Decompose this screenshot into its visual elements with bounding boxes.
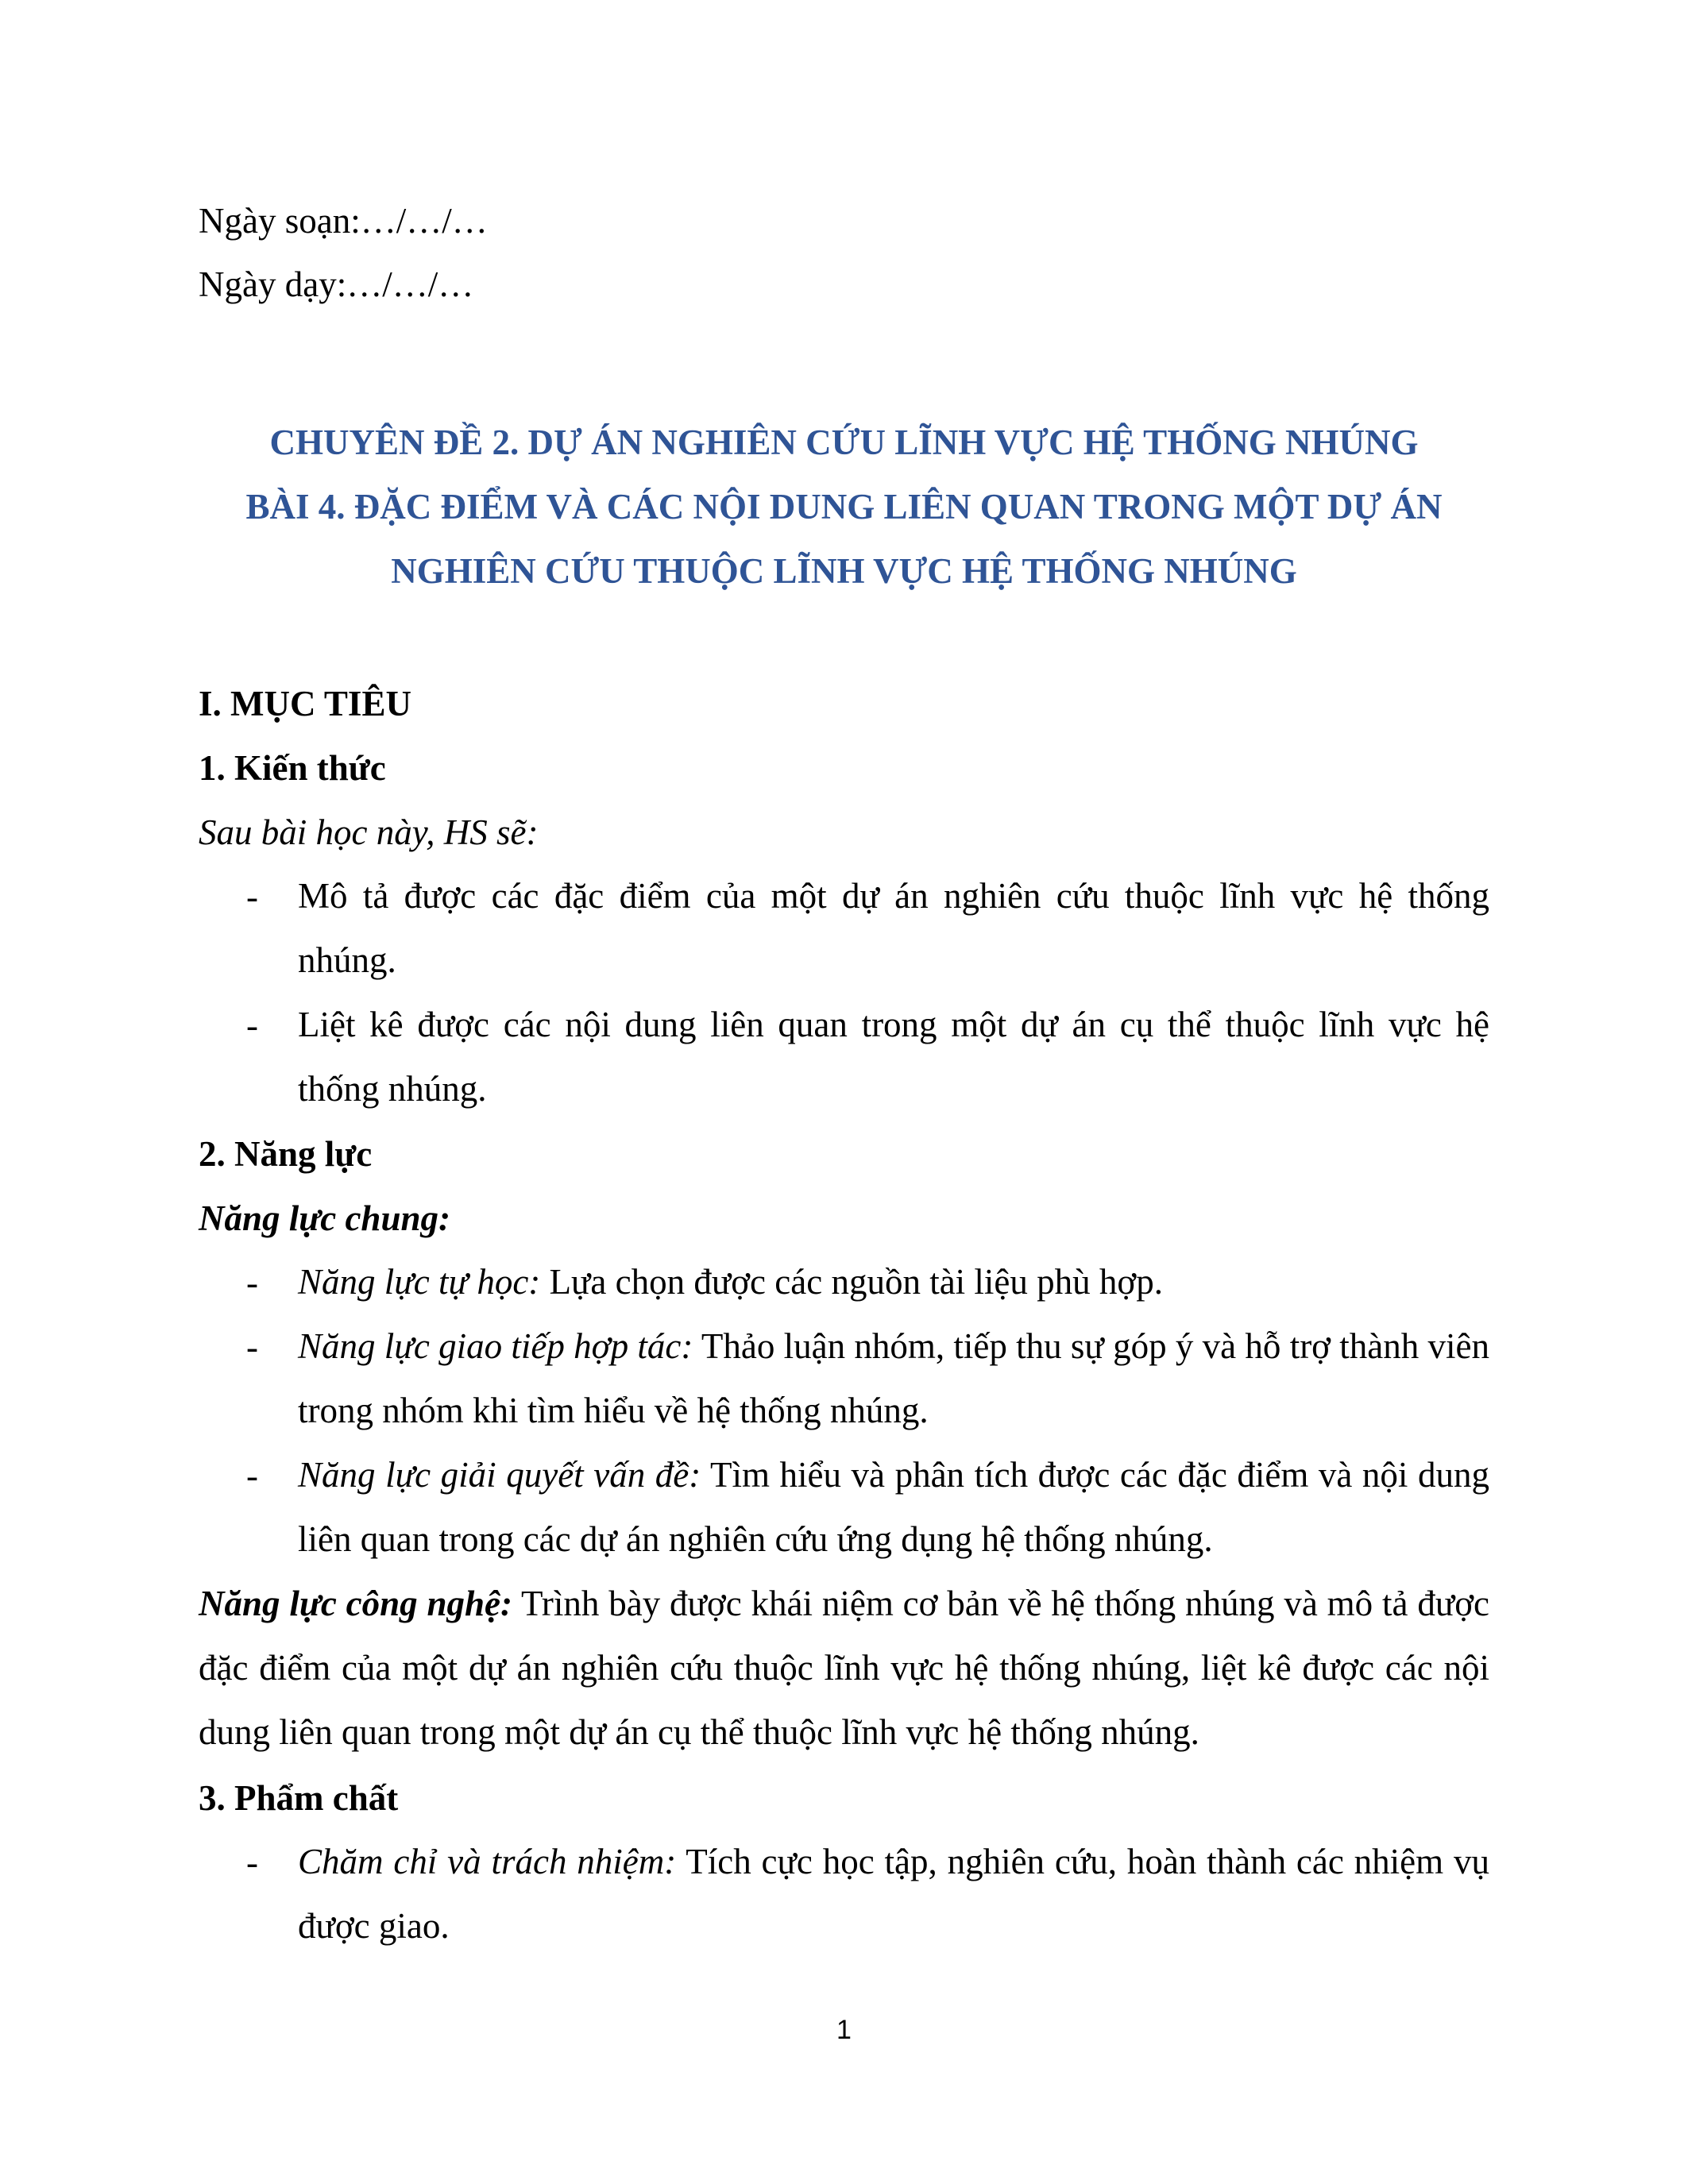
competence-item-3 bbox=[298, 1443, 1489, 1572]
competence-item-label: Năng lực giải quyết vấn đề: bbox=[298, 1455, 701, 1495]
competence-item-text: Thảo luận nhóm, tiếp thu sự góp ý và hỗ trợ thành viên trong nhóm khi tìm hiểu về hệ thống nhúng. bbox=[298, 1326, 1489, 1430]
tech-competence-label: Năng lực công nghệ: bbox=[199, 1584, 512, 1623]
date-prepared: Ngày soạn:…/…/… bbox=[199, 201, 488, 241]
bullet-marker: - bbox=[246, 1005, 258, 1045]
knowledge-item-1: Mô tả được các đặc điểm của một dự án nghiên cứu thuộc lĩnh vực hệ thống nhúng. bbox=[298, 876, 1489, 980]
competence-item-1 bbox=[298, 1250, 1489, 1314]
competence-item-text: Tìm hiểu và phân tích được các đặc điểm và nội dung liên quan trong các dự án nghiên cứu ứng dụng hệ thống nhúng. bbox=[298, 1455, 1489, 1559]
qualities-item-label: Chăm chỉ và trách nhiệm: bbox=[298, 1842, 677, 1881]
qualities-item-text: Tích cực học tập, nghiên cứu, hoàn thành các nhiệm vụ được giao. bbox=[298, 1842, 1489, 1946]
competence-item-label: Năng lực tự học: bbox=[298, 1262, 541, 1302]
bullet-marker: - bbox=[246, 1843, 258, 1882]
page-number: 1 bbox=[836, 2015, 852, 2045]
title-lesson-line1: BÀI 4. ĐẶC ĐIỂM VÀ CÁC NỘI DUNG LIÊN QUAN TRONG MỘT DỰ ÁN bbox=[245, 487, 1443, 527]
bullet-marker: - bbox=[246, 1263, 258, 1302]
general-competence-label: Năng lực chung: bbox=[199, 1198, 450, 1238]
subheading-competence: 2. Năng lực bbox=[199, 1134, 373, 1174]
qualities-item-1 bbox=[298, 1830, 1489, 1958]
bullet-marker: - bbox=[246, 1456, 258, 1495]
knowledge-item-2: Liệt kê được các nội dung liên quan trong một dự án cụ thể thuộc lĩnh vực hệ thống nhúng. bbox=[298, 1005, 1489, 1109]
section-heading-objectives: I. MỤC TIÊU bbox=[199, 684, 411, 723]
competence-item-label: Năng lực giao tiếp hợp tác: bbox=[298, 1326, 693, 1366]
subheading-qualities: 3. Phẩm chất bbox=[199, 1778, 399, 1818]
competence-item-text: Lựa chọn được các nguồn tài liệu phù hợp. bbox=[540, 1262, 1163, 1302]
title-lesson-line2: NGHIÊN CỨU THUỘC LĨNH VỰC HỆ THỐNG NHÚNG bbox=[391, 551, 1297, 591]
date-taught: Ngày dạy:…/…/… bbox=[199, 264, 474, 304]
tech-competence-paragraph bbox=[199, 1572, 1489, 1765]
tech-competence-text: Trình bày được khái niệm cơ bản về hệ thống nhúng và mô tả được đặc điểm của một dự án nghiên cứu thuộc lĩnh vực hệ thống nhúng, liệt kê được các nội dung liên quan trong một dự án cụ thể thuộc lĩnh vực hệ thống nhúng. bbox=[199, 1584, 1489, 1752]
title-topic: CHUYÊN ĐỀ 2. DỰ ÁN NGHIÊN CỨU LĨNH VỰC HỆ THỐNG NHÚNG bbox=[269, 423, 1419, 462]
knowledge-intro: Sau bài học này, HS sẽ: bbox=[199, 812, 539, 852]
subheading-knowledge: 1. Kiến thức bbox=[199, 748, 386, 788]
document-page bbox=[199, 0, 1489, 2184]
bullet-marker: - bbox=[246, 1327, 258, 1367]
competence-item-2 bbox=[298, 1314, 1489, 1443]
bullet-marker: - bbox=[246, 877, 258, 916]
